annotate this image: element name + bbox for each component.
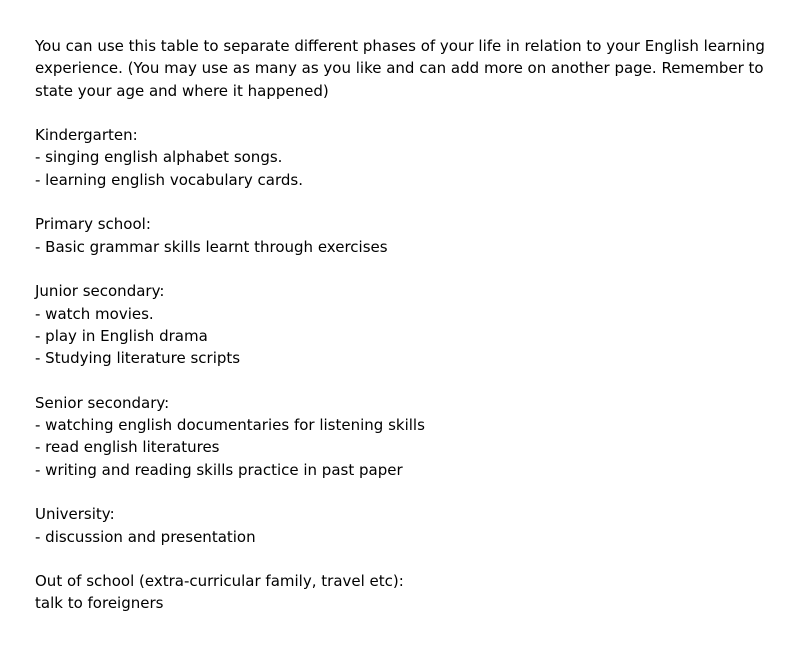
list-item: - play in English drama: [35, 326, 208, 345]
section-primary-school: [35, 213, 775, 258]
list-item: talk to foreigners: [35, 594, 164, 613]
section-item-list: [35, 303, 775, 370]
section-item-list: [35, 146, 775, 191]
list-item: - watch movies.: [35, 304, 154, 323]
section-junior-secondary: [35, 280, 775, 369]
section-title: University:: [35, 505, 115, 524]
intro-paragraph: You can use this table to separate different phases of your life in relation to your English learning experience. (You may use as many as you like and can add more on another page. Remember to state your age and where it happened): [35, 37, 765, 100]
section-title: Out of school (extra-curricular family, travel etc):: [35, 572, 404, 591]
list-item: - writing and reading skills practice in past paper: [35, 460, 403, 479]
section-university: [35, 503, 775, 548]
document-body: [35, 35, 775, 637]
list-item: - singing english alphabet songs.: [35, 148, 283, 167]
list-item: - watching english documentaries for listening skills: [35, 416, 425, 435]
section-kindergarten: [35, 124, 775, 191]
section-item-list: [35, 592, 775, 614]
list-item: - read english literatures: [35, 438, 220, 457]
section-item-list: [35, 526, 775, 548]
list-item: - learning english vocabulary cards.: [35, 170, 303, 189]
section-title: Junior secondary:: [35, 282, 165, 301]
section-out-of-school: [35, 570, 775, 615]
section-item-list: [35, 414, 775, 481]
section-item-list: [35, 236, 775, 258]
section-title: Primary school:: [35, 215, 151, 234]
list-item: - Studying literature scripts: [35, 349, 241, 368]
section-senior-secondary: [35, 392, 775, 481]
section-title: Kindergarten:: [35, 126, 138, 145]
list-item: - discussion and presentation: [35, 527, 256, 546]
section-title: Senior secondary:: [35, 393, 170, 412]
list-item: - Basic grammar skills learnt through exercises: [35, 237, 388, 256]
